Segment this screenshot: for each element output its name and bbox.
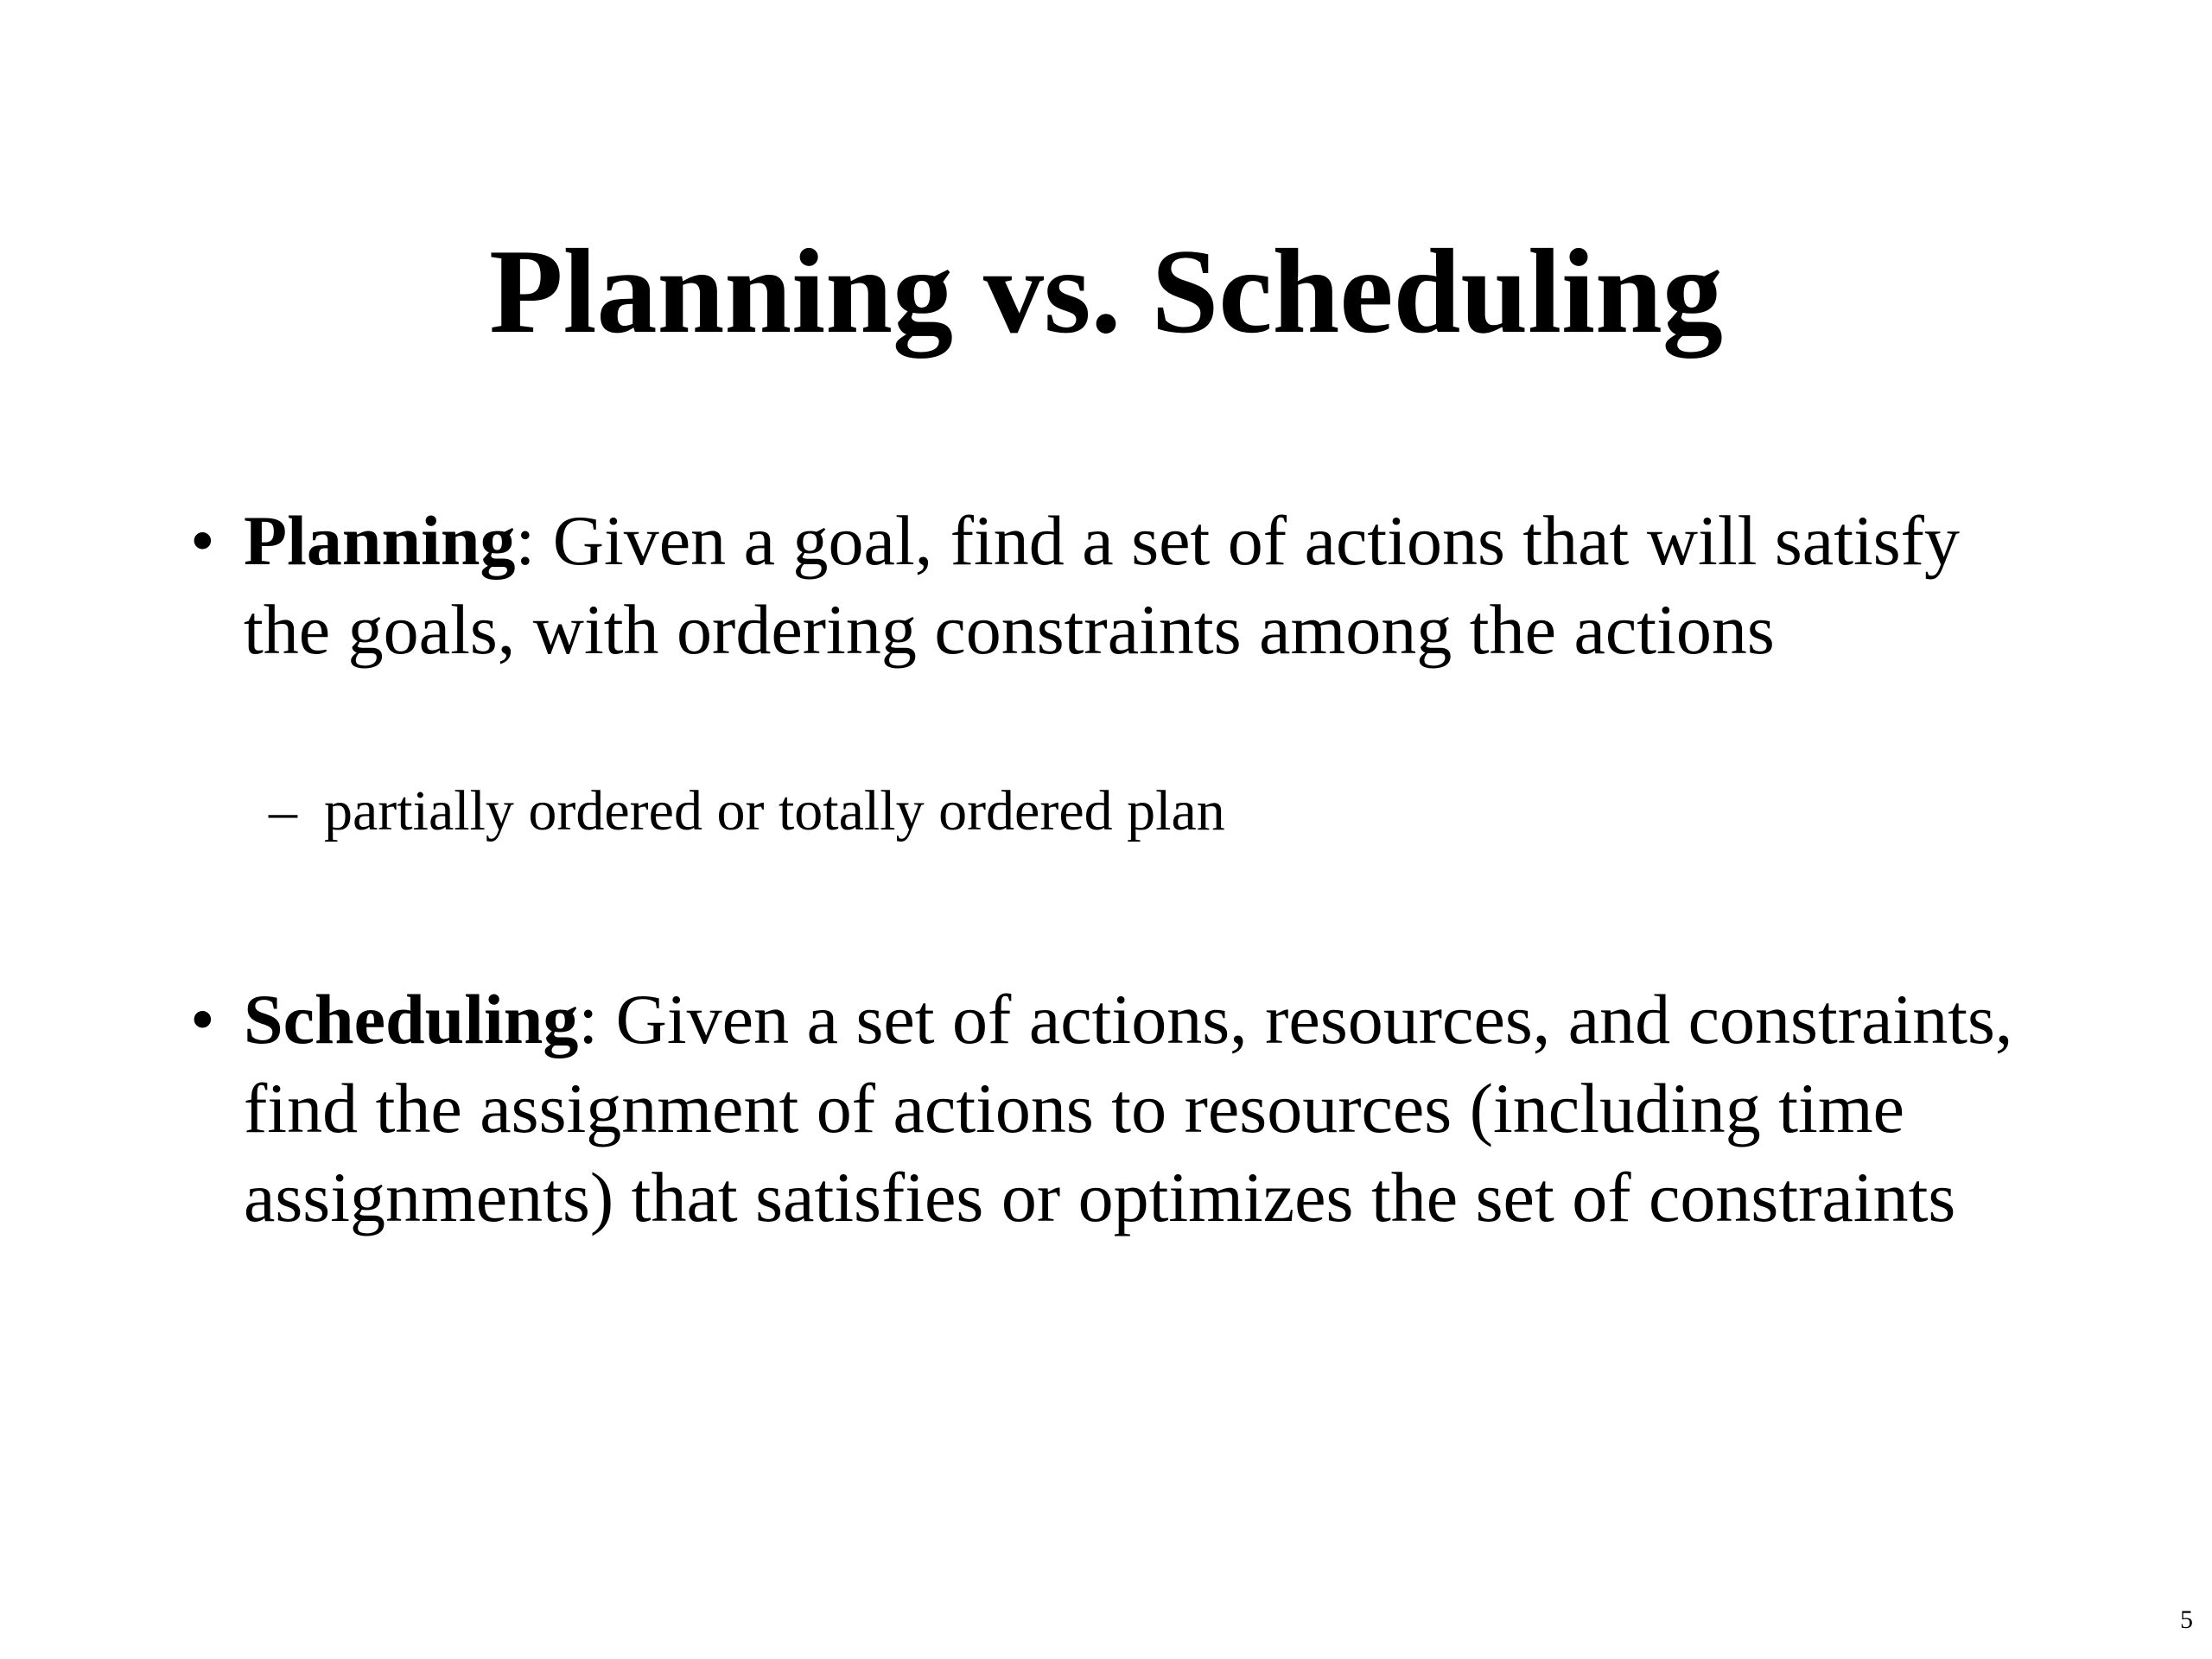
bullet-marker: •	[190, 501, 215, 580]
sub-bullet-text: partially ordered or totally ordered plan	[324, 779, 1225, 842]
bullet-scheduling	[190, 975, 2041, 1242]
sub-bullet-plan-order	[269, 774, 1225, 849]
bullet-term: Scheduling	[244, 980, 579, 1058]
bullet-text: : Given a goal, find a set of actions that will satisfy the goals, with ordering constraints among the actions	[244, 501, 1960, 669]
slide-title: Planning vs. Scheduling	[489, 225, 1723, 359]
bullet-marker: •	[190, 980, 215, 1058]
bullet-text: : Given a set of actions, resources, and constraints, find the assignment of actions to resources (including time assignments) that satisfies or optimizes the set of constraints	[244, 980, 2013, 1236]
sub-bullet-marker: –	[269, 779, 297, 842]
page-number: 5	[2180, 1605, 2193, 1634]
bullet-planning	[190, 496, 2041, 674]
bullet-term: Planning	[244, 501, 516, 580]
